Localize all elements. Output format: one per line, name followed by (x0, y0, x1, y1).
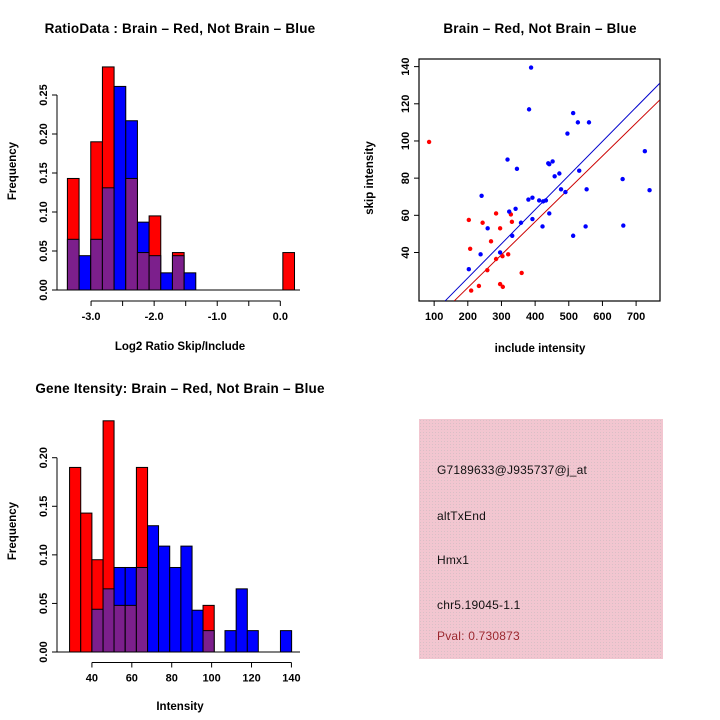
y-tick-label: 140 (400, 57, 412, 76)
scatter-point-blue (547, 162, 551, 166)
scatter-point-blue (550, 159, 554, 163)
histogram-bar-overlap (126, 178, 138, 290)
scatter-ylabel: skip intensity (364, 141, 376, 215)
ratio-histogram-title: RatioData : Brain – Red, Not Brain – Blue (44, 21, 316, 36)
scatter-point-blue (647, 188, 651, 192)
x-tick-label: 700 (626, 311, 646, 323)
scatter-point-red (494, 211, 498, 215)
y-tick-label: 0.15 (38, 162, 50, 184)
y-tick-label: 0.05 (38, 592, 50, 615)
x-tick-label: 300 (492, 311, 511, 323)
y-tick-label: 0.00 (38, 279, 50, 301)
histogram-bar-overlap (172, 256, 184, 290)
histogram-bar-blue (184, 273, 196, 290)
ratio-histogram-xlabel: Log2 Ratio Skip/Include (114, 341, 246, 353)
scatter-point-blue (576, 120, 580, 124)
scatter-point-blue (526, 197, 530, 201)
event-type-text: altTxEnd (437, 509, 486, 523)
y-tick-label: 0.10 (38, 544, 50, 566)
histogram-bar-blue (148, 526, 159, 652)
scatter-point-red (494, 257, 498, 261)
histogram-bar-blue (79, 256, 91, 290)
scatter-point-red (506, 252, 510, 256)
histogram-bar-blue (236, 589, 247, 652)
histogram-bar-overlap (137, 253, 149, 290)
x-tick-label: -3.0 (81, 311, 101, 323)
fit-line-blue (445, 83, 659, 300)
histogram-bar-blue (114, 86, 126, 290)
scatter-point-red (485, 268, 489, 272)
scatter-point-red (469, 288, 473, 292)
histogram-bar-blue (159, 546, 170, 652)
scatter-point-blue (552, 174, 556, 178)
y-tick-label: 0.05 (38, 240, 50, 262)
histogram-bar-overlap (102, 188, 114, 290)
panel-gene-histogram (0, 360, 360, 720)
histogram-bar-overlap (67, 239, 79, 290)
scatter-point-blue (485, 226, 489, 230)
scatter-point-blue (513, 207, 517, 211)
gene-histogram-ylabel: Frequency (7, 501, 19, 561)
x-tick-label: 0.0 (272, 311, 288, 323)
scatter-point-blue (621, 223, 625, 227)
scatter-point-red (477, 284, 481, 288)
pval-text: Pval: 0.730873 (437, 629, 520, 643)
scatter-point-red (489, 239, 493, 243)
scatter-plot (360, 0, 720, 360)
scatter-point-blue (510, 234, 514, 238)
scatter-point-blue (515, 167, 519, 171)
histogram-bar-red (283, 253, 295, 290)
scatter-point-red (519, 271, 523, 275)
histogram-bar-overlap (149, 256, 161, 290)
panel-scatter (360, 0, 720, 360)
scatter-point-blue (530, 217, 534, 221)
histogram-bar-overlap (114, 605, 125, 652)
histogram-bar-overlap (125, 605, 136, 652)
y-tick-label: 60 (400, 209, 412, 222)
scatter-point-blue (505, 157, 509, 161)
x-tick-label: 120 (242, 672, 261, 685)
scatter-point-blue (643, 149, 647, 153)
y-tick-label: 0.10 (38, 201, 50, 223)
scatter-point-red (427, 140, 431, 144)
x-tick-label: -2.0 (144, 311, 164, 323)
scatter-point-red (480, 221, 484, 225)
histogram-bar-blue (247, 631, 258, 652)
y-tick-label: 0.15 (38, 495, 50, 517)
panel-info-box (360, 360, 720, 720)
scatter-point-blue (547, 211, 551, 215)
scatter-point-red (468, 247, 472, 251)
scatter-point-blue (571, 111, 575, 115)
scatter-point-blue (537, 198, 541, 202)
fit-line-red (454, 100, 659, 301)
scatter-point-blue (587, 120, 591, 124)
x-tick-label: 100 (424, 311, 444, 323)
scatter-point-blue (583, 224, 587, 228)
scatter-point-blue (479, 194, 483, 198)
x-tick-label: 600 (593, 311, 612, 323)
scatter-xlabel: include intensity (494, 343, 586, 355)
scatter-point-red (500, 254, 504, 258)
x-tick-label: -1.0 (207, 311, 227, 323)
scatter-point-blue (519, 221, 523, 225)
histogram-bar-overlap (92, 609, 103, 652)
scatter-title: Brain – Red, Not Brain – Blue (443, 21, 637, 36)
gene-name-text: Hmx1 (437, 553, 470, 567)
x-tick-label: 80 (165, 672, 178, 685)
histogram-bar-blue (225, 631, 236, 652)
scatter-point-blue (577, 169, 581, 173)
scatter-point-blue (557, 171, 561, 175)
scatter-point-red (510, 220, 514, 224)
histogram-bar-blue (170, 567, 181, 652)
scatter-point-blue (530, 195, 534, 199)
x-tick-label: 140 (282, 672, 301, 685)
scatter-point-blue (529, 65, 533, 69)
gene-histogram-title: Gene Itensity: Brain – Red, Not Brain – Blue (35, 381, 325, 396)
x-tick-label: 200 (458, 311, 477, 323)
y-tick-label: 80 (400, 172, 412, 185)
y-tick-label: 0.20 (38, 447, 50, 469)
gene-histogram-xlabel: Intensity (156, 701, 204, 713)
x-tick-label: 40 (85, 672, 99, 685)
scatter-point-blue (584, 187, 588, 191)
y-tick-label: 40 (400, 246, 412, 259)
histogram-bar-overlap (136, 567, 147, 652)
ratio-histogram-plot (0, 0, 360, 360)
x-tick-label: 60 (125, 672, 138, 685)
histogram-bar-red (70, 467, 81, 652)
scatter-point-red (498, 226, 502, 230)
scatter-point-blue (467, 267, 471, 271)
panel-ratio-histogram (0, 0, 360, 360)
y-tick-label: 0.20 (38, 123, 50, 145)
scatter-point-blue (541, 199, 545, 203)
scatter-point-blue (507, 209, 511, 213)
histogram-bar-blue (161, 273, 173, 290)
x-tick-label: 500 (559, 311, 578, 323)
histogram-bar-blue (192, 610, 203, 652)
gene-histogram-plot (0, 360, 360, 720)
histogram-bar-overlap (91, 239, 103, 290)
y-tick-label: 0.25 (38, 84, 50, 106)
scatter-point-blue (498, 250, 502, 254)
histogram-bar-red (81, 513, 92, 652)
histogram-bar-overlap (203, 631, 214, 652)
scatter-point-blue (563, 190, 567, 194)
scatter-point-blue (540, 224, 544, 228)
scatter-point-blue (527, 107, 531, 111)
scatter-point-red (501, 285, 505, 289)
probe-id-text: G7189633@J935737@j_at (437, 463, 588, 477)
scatter-point-blue (559, 187, 563, 191)
scatter-point-blue (620, 177, 624, 181)
histogram-bar-overlap (103, 589, 114, 652)
scatter-point-blue (571, 234, 575, 238)
histogram-bar-blue (280, 631, 291, 652)
info-box (419, 419, 663, 659)
scatter-point-blue (565, 131, 569, 135)
locus-text: chr5.19045-1.1 (437, 598, 521, 612)
scatter-point-blue (478, 252, 482, 256)
scatter-point-red (467, 218, 471, 222)
histogram-bar-blue (181, 546, 192, 652)
y-tick-label: 120 (400, 94, 412, 113)
y-tick-label: 100 (400, 131, 412, 151)
y-tick-label: 0.00 (38, 641, 50, 663)
ratio-histogram-ylabel: Frequency (7, 141, 19, 201)
x-tick-label: 100 (202, 672, 221, 685)
x-tick-label: 400 (525, 311, 545, 323)
